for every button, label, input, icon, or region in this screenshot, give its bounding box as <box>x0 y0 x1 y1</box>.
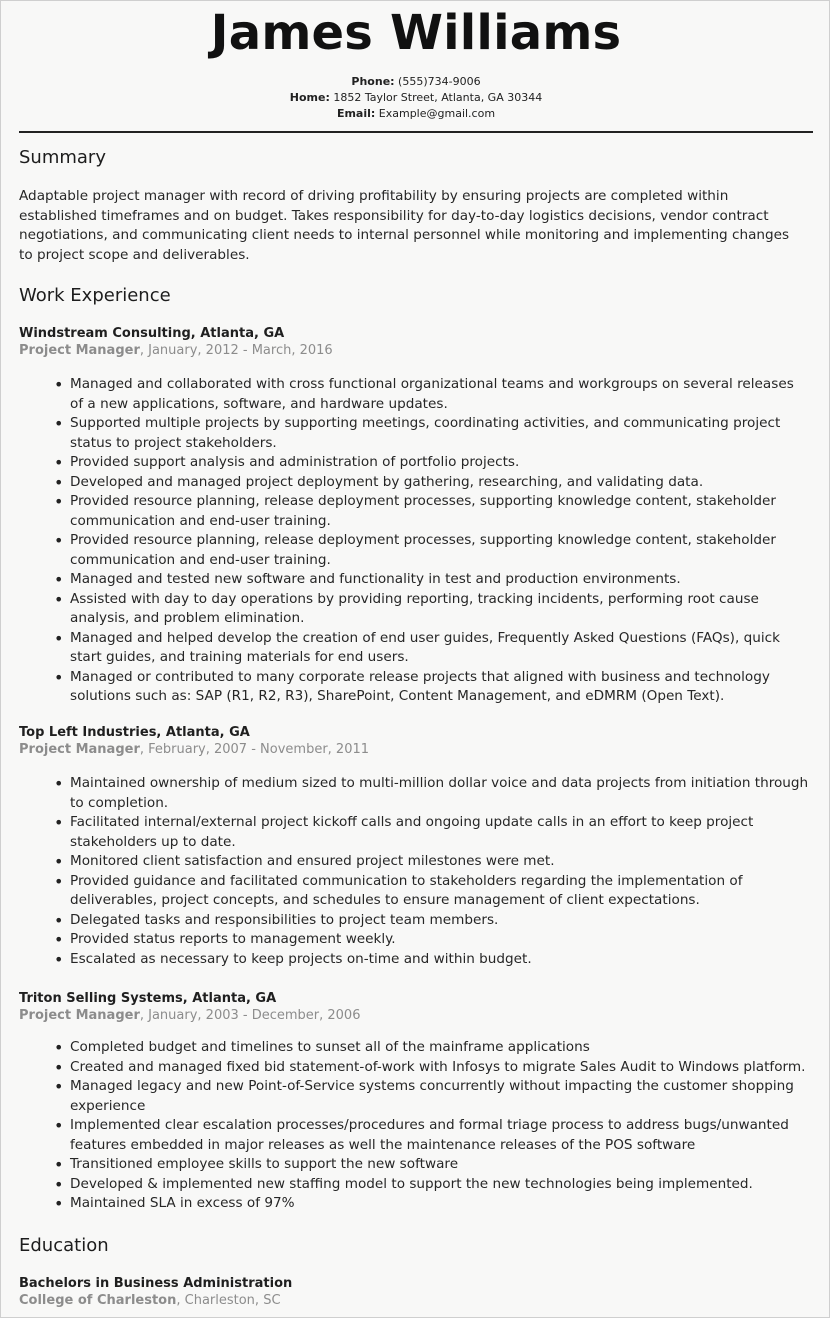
job-bullet: • Maintained ownership of medium sized to multi-million dollar voice and data projects from initiation through to completion. <box>19 774 811 813</box>
phone-line <box>1 74 830 90</box>
job-bullet: • Developed & implemented new staffing model to support the new technologies being implemented. <box>19 1175 811 1195</box>
job-bullet: • Implemented clear escalation processes/procedures and formal triage process to address bugs/unwanted features embedded in major releases as well the maintenance releases of the POS software <box>19 1116 811 1155</box>
phone-value: (555)734-9006 <box>398 75 481 88</box>
header-divider <box>19 131 813 133</box>
candidate-name: James Williams <box>210 5 622 61</box>
job-dates: , February, 2007 - November, 2011 <box>139 742 370 757</box>
job-bullet: • Provided resource planning, release deployment processes, supporting knowledge content, stakeholder communication and end-user training. <box>19 492 811 531</box>
job-bullet: • Escalated as necessary to keep projects on-time and within budget. <box>19 950 811 970</box>
job-bullet: • Provided guidance and facilitated communication to stakeholders regarding the implementation of deliverables, project concepts, and schedules to ensure management of client expectations. <box>19 872 811 911</box>
job-bullet: • Completed budget and timelines to sunset all of the mainframe applications <box>19 1038 811 1058</box>
job-bullets <box>19 1038 809 1214</box>
job-role: Project Manager <box>19 1008 140 1023</box>
school-name: College of Charleston <box>19 1293 177 1308</box>
job-bullet: • Provided support analysis and administration of portfolio projects. <box>19 453 811 473</box>
education-entry <box>19 1275 809 1310</box>
job-meta <box>19 741 809 759</box>
job-bullets <box>19 375 809 707</box>
job-role: Project Manager <box>19 343 140 358</box>
job-bullet: • Maintained SLA in excess of 97% <box>19 1194 811 1214</box>
job-bullet: • Supported multiple projects by supporting meetings, coordinating activities, and communicating project status to project stakeholders. <box>19 414 811 453</box>
job-bullets <box>19 774 809 969</box>
job-company: Windstream Consulting, Atlanta, GA <box>19 326 285 341</box>
job-entry <box>19 325 809 707</box>
job-bullet: • Developed and managed project deployment by gathering, researching, and validating data. <box>19 473 811 493</box>
email-value[interactable]: Example@gmail.com <box>378 107 496 120</box>
home-value: 1852 Taylor Street, Atlanta, GA 30344 <box>333 91 543 104</box>
job-company: Triton Selling Systems, Atlanta, GA <box>19 991 277 1006</box>
degree-title: Bachelors in Business Administration <box>19 1276 293 1291</box>
job-dates: , January, 2012 - March, 2016 <box>139 343 333 358</box>
phone-label: Phone: <box>351 75 395 88</box>
job-dates: , January, 2003 - December, 2006 <box>139 1008 361 1023</box>
summary-text: Adaptable project manager with record of driving profitability by ensuring projects are completed within established timeframes and on budget. Takes responsibility for day-to-day logistics decisions, vendor contract negotiations, and communicating client needs to internal personnel while monitoring and implementing changes to project scope and deliverables. <box>19 188 790 263</box>
job-bullet: • Facilitated internal/external project kickoff calls and ongoing update calls in an effort to keep project stakeholders up to date. <box>19 813 811 852</box>
job-bullet: • Managed and helped develop the creation of end user guides, Frequently Asked Questions (FAQs), quick start guides, and training materials for end users. <box>19 629 811 668</box>
email-label: Email: <box>336 107 376 120</box>
work-experience-heading: Work Experience <box>19 285 171 306</box>
email-line <box>1 106 830 122</box>
job-bullet: • Managed and collaborated with cross functional organizational teams and workgroups on several releases of a new applications, software, and hardware updates. <box>19 375 811 414</box>
education-meta <box>19 1292 809 1310</box>
job-company: Top Left Industries, Atlanta, GA <box>19 725 250 740</box>
school-location: , Charleston, SC <box>176 1293 281 1308</box>
education-heading: Education <box>19 1235 109 1256</box>
job-bullet: • Assisted with day to day operations by providing reporting, tracking incidents, performing root cause analysis, and problem elimination. <box>19 590 811 629</box>
job-bullet: • Managed legacy and new Point-of-Service systems concurrently without impacting the customer shopping experience <box>19 1077 811 1116</box>
job-entry <box>19 990 809 1214</box>
job-bullet: • Transitioned employee skills to support the new software <box>19 1155 811 1175</box>
home-line <box>1 90 830 106</box>
contact-block <box>1 74 830 122</box>
job-meta <box>19 342 809 360</box>
job-bullet: • Managed or contributed to many corporate release projects that aligned with business and technology solutions such as: SAP (R1, R2, R3), SharePoint, Content Management, and eDMRM (Open Text). <box>19 668 811 707</box>
job-bullet: • Provided status reports to management weekly. <box>19 930 811 950</box>
home-label: Home: <box>289 91 330 104</box>
summary-heading: Summary <box>19 147 106 168</box>
job-bullet: • Created and managed fixed bid statement-of-work with Infosys to migrate Sales Audit to Windows platform. <box>19 1058 811 1078</box>
job-bullet: • Delegated tasks and responsibilities to project team members. <box>19 911 811 931</box>
job-bullet: • Provided resource planning, release deployment processes, supporting knowledge content, stakeholder communication and end-user training. <box>19 531 811 570</box>
job-bullet: • Monitored client satisfaction and ensured project milestones were met. <box>19 852 811 872</box>
job-entry <box>19 724 809 969</box>
job-bullet: • Managed and tested new software and functionality in test and production environments. <box>19 570 811 590</box>
job-meta <box>19 1007 809 1025</box>
job-role: Project Manager <box>19 742 140 757</box>
